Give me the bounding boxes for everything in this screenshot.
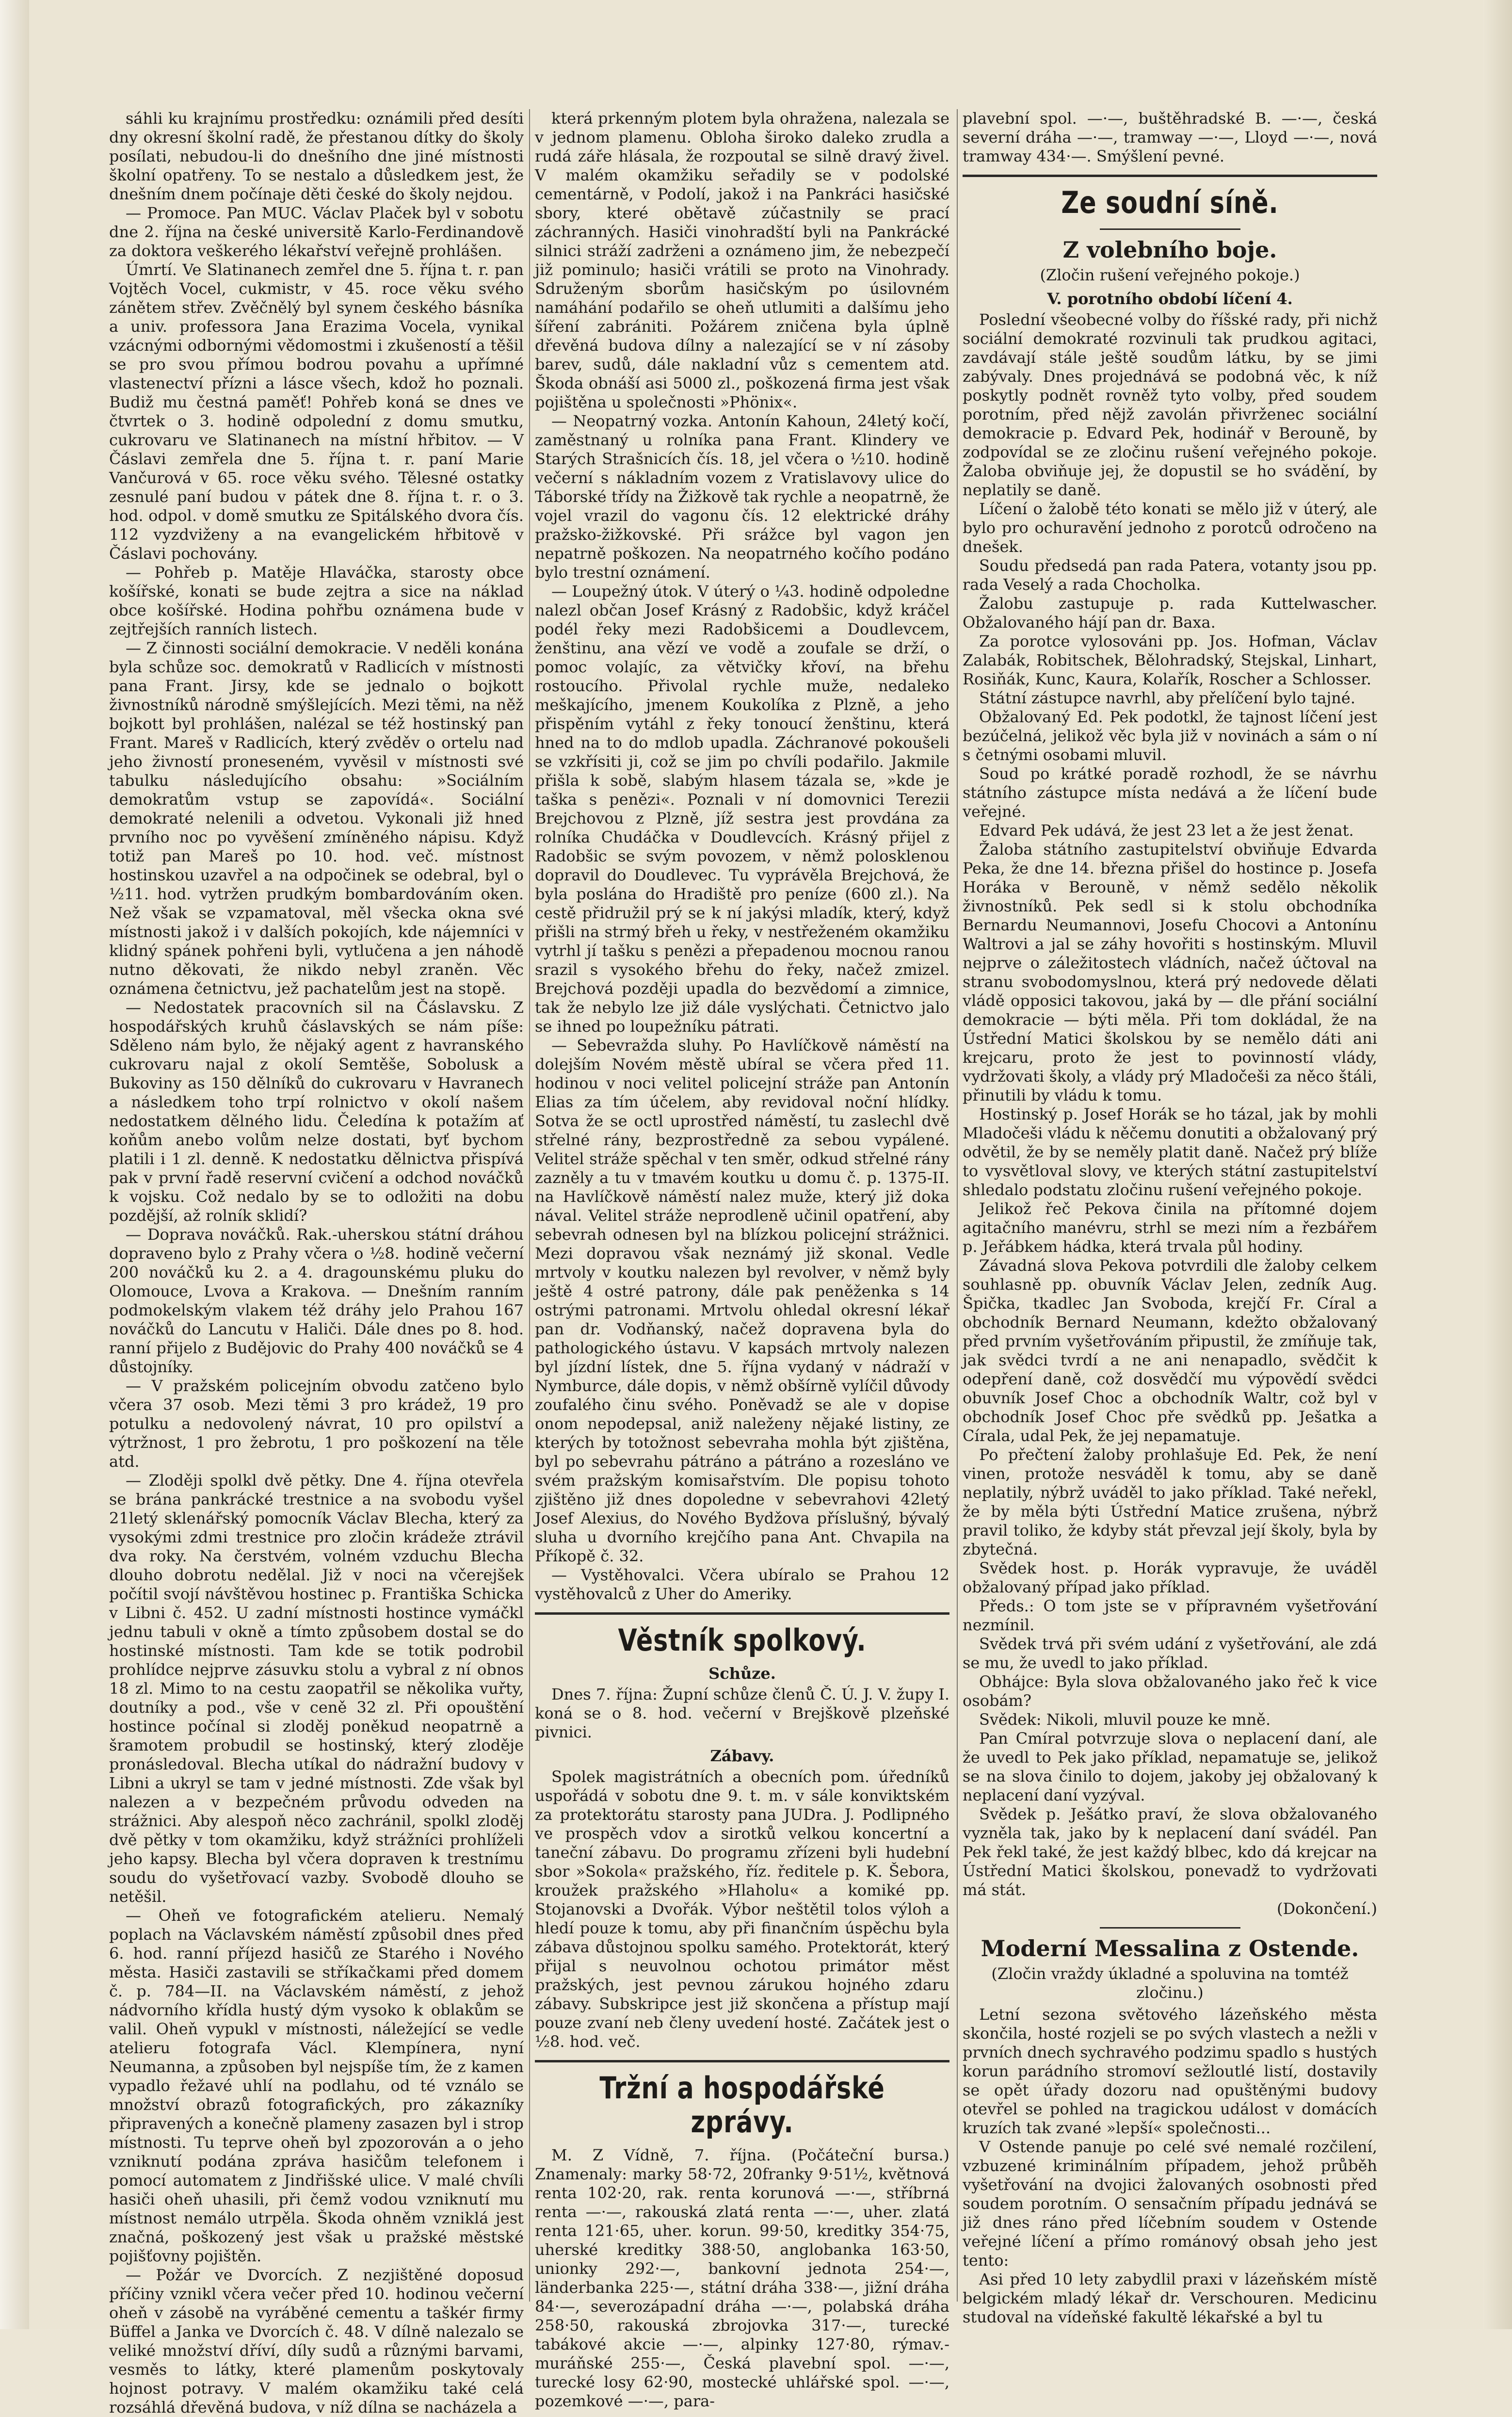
section-rule	[535, 2060, 949, 2062]
news-paragraph: — Loupežný útok. V úterý o ¼3. hodině odpoledne nalezl občan Josef Krásný z Radobšic, když kráčel podél řeky mezi Radobšicemi a Doudlevcem, ženštinu, ana vězí ve vodě a zoufale se drží, o pomoc volajíc, za větvičky křoví, na břehu rostoucího. Přivolal rychle muže, nedaleko meškajícího, jmenem Koukolíka z Plzně, a jeho přispěním vytáhl z řeky tonoucí ženštinu, která hned na to do mdlob upadla. Záchranové pokoušeli se vzkřísiti ji, což se jim po chvíli podařilo. Jakmile přišla k sobě, slabým hlasem tázala se, »kde je taška s penězi«. Poznali v ní domovnici Terezii Brejchovou z Plzně, jíž sestra jest provdána za rolníka Chudáčka v Doudlevcích. Krásný přijel z Radobšic se svým povozem, v němž polosklenou dopravil do Doudlevec. Tu vyprávěla Brejchová, že byla poslána do Hradiště pro peníze (600 zl.). Na cestě přidružil prý se k ní jakýsi mladík, který, když přišli na strmý břeh u řeky, v nestřeženém okamžiku vytrhl jí tašku s penězi a přepadenou mocnou ranou srazil s vysokého břehu do řeky, načež zmizel. Brejchová později upadla do bezvědomí a zimnice, tak že nebylo lze již dále vyslýchati. Četnictvo jalo se ihned po loupežníku pátrati.	[535, 582, 949, 1036]
news-paragraph: Svědek p. Ješátko praví, že slova obžalovaného vyzněla tak, jako by k neplacení daní svádél. Pan Pek řekl také, že jest každý blbec, kdo dá krejcar na Ústřední Matici školskou, ponevadž to vydržovati má stát.	[963, 1805, 1377, 1899]
news-paragraph: Státní zástupce navrhl, aby přelíčení bylo tajné.	[979, 689, 1356, 707]
news-paragraph: Žalobu zastupuje p. rada Kuttelwascher. Obžalovaného hájí pan dr. Baxa.	[963, 594, 1377, 632]
news-paragraph: Obžalovaný Ed. Pek podotkl, že tajnost líčení jest bezúčelná, jelikož věc byla již v novinách a sám o ní s četnými osobami mluvil.	[963, 708, 1377, 764]
news-paragraph: Spolek magistrátních a obecních pom. úředníků uspořádá v sobotu dne 9. t. m. v sále konviktském za protektorátu starosty pana JUDra. J. Podlipného ve prospěch vdov a sirotků velkou koncertní a taneční zábavu. Do programu zřízeni byli hudební sbor »Sokola« pražského, říz. ředitele p. K. Šebora, kroužek pražského »Hlaholu« a komiké pp. Stojanovski a Dvořák. Výbor neštětil tolos výloh a hledí pouze k tomu, aby při finančním úspěchu byla zábava důstojnou spolku samého. Protektorát, který přijal s neuvolnou ochotou primátor měst pražských, jest pevnou zárukou hojného zdaru zábavy. Subskripce jest již skončena a přístup mají pouze zvaní neb členy uvedení hosté. Začátek jest o ½8. hod. več.	[535, 1768, 949, 2051]
news-paragraph: Edvard Pek udává, že jest 23 let a že jest ženat.	[979, 821, 1354, 840]
section-heading: Ze soudní síně.	[1061, 185, 1279, 220]
news-paragraph: — Zloději spolkl dvě pětky. Dne 4. října otevřela se brána pankrácké trestnice a na svobodu vyšel 21letý sklenářský pomocník Václav Blecha, který za vysokými zdmi trestnice pro zločin krádeže ztrávil dva roky. Na čerstvém, volném vzduchu Blecha dlouho dobrotu nedělal. Již v noci na včerejšek počítil svojí návštěvou hostinec p. Františka Schicka v Libni č. 452. U zadní místnosti hostince vymáčkl jednu tabuli v okně a tímto způsobem dostal se do hostinské místnosti. Tam kde se totik podrobil prohlídce nejprve zásuvku stolu a vybral z ní obnos 18 zl. Mimo to na cestu zaopatřil se několika vuřty, doutníky a pod., vše v ceně 32 zl. Při opouštění hostince počínal si zloděj poněkud neopatrně a šramotem probudil se hostinský, který zloděje pronásledoval. Blecha utíkal do nádražní budovy v Libni a ukryl se tam v jedné místnosti. Zde však byl nalezen a v bezpečném průvodu odveden na strážnici. Aby alespoň něco zachránil, spolkl zloděj dvě pětky v tom okamžiku, když strážníci prohlíželi jeho kapsy. Blecha byl včera dopraven k trestnímu soudu do vyšetřovací vazby. Svobodě dlouho se netěšil.	[109, 1471, 524, 1906]
news-paragraph: plavební spol. —·—, buštěhradské B. —·—, česká severní dráha —·—, tramway —·—, Lloyd —·—, nová tramway 434·—. Smýšlení pevné.	[963, 109, 1377, 165]
news-paragraph: Svědek trvá při svém udání z vyšetřování, ale zdá se mu, že uvedl to jako příklad.	[963, 1635, 1377, 1672]
news-paragraph: Asi před 10 lety zabydlil praxi v lázeňském místě belgickém mladý lékař dr. Verschouren. Medicinu studoval na vídeňské fakultě lékařské a byl tu	[963, 2270, 1377, 2326]
section-heading: Věstník spolkový.	[618, 1622, 867, 1658]
article-title: Z volebního boje.	[1062, 237, 1277, 263]
section-rule	[963, 175, 1377, 177]
news-paragraph: V Ostende panuje po celé své nemalé rozčilení, vzbuzené kriminálním případem, jehož průběh vyšetřování na dvojici žalovaných osobnosti před soudem porotním. O sensačním případu jednává se již dnes ráno před líčebním soudem v Ostende veřejné líčení a přímo románový obsah jeho jest tento:	[963, 2138, 1377, 2270]
article-subtitle: (Zločin vraždy úkladné a spoluvina na tomtéž zločinu.)	[991, 1964, 1349, 2002]
article-subtitle: (Zločin rušení veřejného pokoje.)	[1040, 266, 1300, 284]
section-heading: Tržní a hospodářské zprávy.	[599, 2070, 885, 2140]
news-paragraph: Po přečtení žaloby prohlašuje Ed. Pek, že není vinen, protože nesváděl k tomu, aby se daně neplatily, nýbrž uváděl to jako příklad. Také neřekl, že by měla býti Ústřední Matice zrušena, nýbrž pravil toliko, že kdyby stát převzal její školy, byla by zbytečná.	[963, 1445, 1377, 1558]
news-paragraph: Líčení o žalobě této konati se mělo již v úterý, ale bylo pro ochuravění jednoho z porotců odročeno na dnešek.	[963, 500, 1377, 556]
subheading: V. porotního období líčení 4.	[1047, 290, 1293, 308]
news-paragraph: Svědek: Nikoli, mluvil pouze ke mně.	[979, 1710, 1271, 1729]
news-paragraph: Předs.: O tom jste se v přípravném vyšetřování nezmínil.	[963, 1597, 1377, 1634]
news-paragraph: — Neopatrný vozka. Antonín Kahoun, 24letý kočí, zaměstnaný u rolníka pana Frant. Klindery ve Starých Strašnicích čís. 18, jel včera o ½10. hodině večerní s nákladním vozem z Vratislavovy ulice do Táborské třídy na Žižkově tak rychle a neopatrně, že vojel vrazil do vagonu čís. 12 elektrické dráhy pražsko-žižkovské. Při srážce byl vagon jen nepatrně poškozen. Na neopatrného kočího podáno bylo trestní oznámení.	[535, 412, 949, 582]
news-paragraph: Obhájce: Byla slova obžalovaného jako řeč k vice osobám?	[963, 1672, 1377, 1710]
page-edge-right	[1483, 0, 1512, 2329]
news-paragraph: Jelikož řeč Pekova činila na přítomné dojem agitačního manévru, strhl se mezi ním a řezbářem p. Jeřábkem hádka, která trvala půl hodiny.	[963, 1200, 1377, 1256]
news-paragraph: — Požár ve Dvorcích. Z nezjištěné doposud příčiny vznikl včera večer před 10. hodinou večerní oheň v zásobě na vyráběné cementu a taškér firmy Büffel a Janka ve Dvorcích č. 48. V dílně nalezalo se veliké množství dříví, díly sudů a různými barvami, vesměs to látky, které plamenům poskytovaly hojnost potravy. V malém okamžiku také celá rozsáhlá dřevěná budova, v níž dílna se nacházela a	[109, 2266, 524, 2417]
news-paragraph: — Pohřeb p. Matěje Hlaváčka, starosty obce košířské, konati se bude zejtra a sice na náklad obce košířské. Hodina pohřbu oznámena bude v zejtřejších ranních listech.	[109, 563, 524, 638]
article-title: Moderní Messalina z Ostende.	[981, 1935, 1359, 1962]
news-paragraph: Pan Cmíral potvrzuje slova o neplacení daní, ale že uvedl to Pek jako příklad, nepamatuje se, jelikož se na slova činilo to dojem, jakoby jej obžalovaný k neplacení daní vyzýval.	[963, 1729, 1377, 1804]
news-paragraph: — Nedostatek pracovních sil na Čáslavsku. Z hospodářských kruhů čáslavských se nám píše: Sděleno nám bylo, že nějaký agent z havranského cukrovaru najal z okolí Semtěše, Sobolusk a Bukoviny as 150 dělníků do cukrovaru v Havranech a následkem toho trpí rolnictvo v okolí našem nedostatkem dělného lidu. Čeledína k potažím ať koňům anebo volům nelze dostati, byť bychom platili i 1 zl. denně. K nedostatku dělnictva přispívá pak v první řadě reservní cvičení a odchod nováčků k vojsku. Což nedalo by se to odložiti na dobu pozdější, až rolník sklidí?	[109, 998, 524, 1225]
news-paragraph: — Promoce. Pan MUC. Václav Plaček byl v sobotu dne 2. října na české universitě Karlo-Ferdinandově za doktora veškerého lékařství veřejně prohlášen.	[109, 204, 524, 260]
article-rule	[1100, 228, 1240, 230]
news-paragraph: Dnes 7. října: Župní schůze členů Č. Ú. J. V. župy I. koná se o 8. hod. večerní v Brejškově plzeňské pivnici.	[535, 1685, 949, 1741]
column-left	[109, 109, 524, 2417]
news-paragraph: Svědek host. p. Horák vypravuje, že uváděl obžalovaný případ jako příklad.	[963, 1559, 1377, 1596]
continuation-note: (Dokončení.)	[1276, 1899, 1377, 1918]
news-paragraph: Soud po krátké poradě rozhodl, že se návrhu státního zástupce místa nedává a že líčení bude veřejné.	[963, 764, 1377, 821]
section-rule	[535, 1612, 949, 1615]
page-edge-left	[0, 0, 29, 2329]
news-paragraph: — Oheň ve fotografickém atelieru. Nemalý poplach na Václavském náměstí způsobil dnes před 6. hod. ranní příjezd hasičů ze Starého i Nového města. Hasiči zastavili se stříkačkami před domem č. p. 784—II. na Václavském náměstí, z jehož nádvorního křídla hustý dým vysoko k oblakům se valil. Oheň vypukl v místnosti, náležející se vedle atelieru fotografa Václ. Klempínera, nyní Neumanna, a způsoben byl nejspíše tím, že z kamen vypadlo řežavé uhlí na podlahu, od té vználo se množství obrazů fotografických, pro zákazníky připravených a konečně plameny zasazen byl i strop místnosti. Tu teprve oheň byl zpozorován a o jeho vzniknutí podána zpráva hasičům telefonem i pomocí automatem z Jindřišské ulice. V malé chvíli hasiči oheň uhasili, při čemž vodou vzniknutí mu místnost nemálo utrpěla. Škoda ohněm vzniklá jest značná, poškozený jest však u pražské městské pojišťovny pojištěn.	[109, 1906, 524, 2265]
news-paragraph: — Doprava nováčků. Rak.-uherskou státní dráhou dopraveno bylo z Prahy včera o ½8. hodině večerní 200 nováčků ku 2. a 4. dragounskému pluku do Olomouce, Lvova a Krakova. — Dnešním ranním podmokelským vlakem též dráhy jelo Prahou 167 nováčků do Lancutu v Haliči. Dále dnes po 8. hod. ranní přijelo z Budějovic do Prahy 400 nováčků se 4 důstojníky.	[109, 1225, 524, 1376]
news-paragraph: Závadná slova Pekova potvrdili dle žaloby celkem souhlasně pp. obuvník Václav Jelen, zedník Aug. Špička, tkadlec Jan Svoboda, krejčí Fr. Círal a obchodník Bernard Neumann, kdežto obžalovaný před prvním vyšetřováním připustil, že zmíňuje tak, jak svědci tvrdí a ne ani nenapadlo, svědčit k odepření daně, což dosvědčí mu výpovědí svědci obuvník Josef Choc a obchodník Waltr, což byl v obchodník Josef Choc pře svědků pp. Ješatka a Círala, udal Pek, že jej nepamatuje.	[963, 1256, 1377, 1445]
news-paragraph: Za porotce vylosováni pp. Jos. Hofman, Václav Zalabák, Robitschek, Bělohradský, Stejskal, Linhart, Rosiňák, Kunc, Kaura, Kolařík, Roscher a Schlosser.	[963, 632, 1377, 688]
subheading: Zábavy.	[710, 1747, 774, 1765]
news-paragraph: Úmrtí. Ve Slatinanech zemřel dne 5. října t. r. pan Vojtěch Vocel, cukmistr, v 45. roce věku svého zánětem střev. Zvěčnělý byl synem českého básníka a univ. professora Jana Erazima Vocela, vynikal vzácnými odbornými vědomostmi i zkušeností a těšil se pro svou přímou bodrou povahu a upřímné vlastenectví přízni a lásce všech, kdož ho poznali. Budiž mu čestná paměť! Pohřeb koná se dnes ve čtvrtek o 3. hodině odpolední z domu smutku, cukrovaru ve Slatinanech na místní hřbitov. — V Čáslavi zemřela dne 5. října t. r. paní Marie Vančurová v 65. roce věku svého. Tělesné ostatky zesnulé paní budou v pátek dne 8. října t. r. o 3. hod. odpol. v domě smutku ze Spitálského dvora čís. 112 vyzdviženy a na evangelickém hřbitově v Čáslavi pochovány.	[109, 260, 524, 563]
column-rule	[529, 109, 530, 2302]
news-paragraph: — V pražském policejním obvodu zatčeno bylo včera 37 osob. Mezi těmi 3 pro krádež, 19 pro potulku a nedovolený návrat, 10 pro opilství a výtržnost, 1 pro žebrotu, 1 pro poškození na těle atd.	[109, 1377, 524, 1471]
news-paragraph: Letní sezona světového lázeňského města skončila, hosté rozjeli se po svých vlastech a nežli v prvních dnech sychravého podzimu spadlo s hustých korun parádního stromoví sežloutlé listí, dostavily se opět úřady dozoru nad opuštěnými budovy otevřel se pohled na tragickou událost v domácích kruzích tak zvané »lepší« společnosti...	[963, 2005, 1377, 2137]
news-paragraph: — Vystěhovalci. Včera ubíralo se Prahou 12 vystěhovalců z Uher do Ameriky.	[535, 1566, 949, 1603]
news-paragraph: Hostinský p. Josef Horák se ho tázal, jak by mohli Mladočeši vládu k něčemu donutiti a obžalovaný prý odvětil, že by se neměly platit daně. Načež prý blíže to vysvětloval slovy, ve kterých státní zastupitelství shledalo podstatu zločinu rušení veřejného pokoje.	[963, 1105, 1377, 1199]
news-paragraph: — Z činnosti sociální demokracie. V neděli konána byla schůze soc. demokratů v Radlicích v místnosti pana Frant. Jirsy, kde se jednalo o bojkott živnostníků národně smýšlejících. Mezi těmi, na něž bojkott byl prohlášen, nalézal se též hostinský pan Frant. Mareš v Radlicích, který zvěděv o ortelu nad jeho živností proneseném, vyvěsil v místnosti své tabulku následujícího obsahu: »Sociálním demokratům vstup se zapovídá«. Sociální demokraté nelenili a odvetou. Vykonali již hned prvního noc po vyvěšení zmíněného nápisu. Když totiž pan Mareš po 10. hod. več. místnost hostinskou uzavřel a na odpočinek se odebral, byl o ½11. hod. vytržen prudkým bombardováním oken. Než však se vzpamatoval, měl všecka okna své místnosti jakož i v dalších pokojích, kde nájemníci v klidný spánek pohřeni byli, vytlučena a jen náhodě nutno děkovati, že nikdo nebyl zraněn. Věc oznámena četnictvu, jež pachatelům jest na stopě.	[109, 639, 524, 998]
news-paragraph: sáhli ku krajnímu prostředku: oznámili před desíti dny okresní školní radě, že přestanou dítky do školy posílati, nebudou-li do dnešního dne jiné místnosti školní opatřeny. To se nestalo a důsledkem jest, že dnešním dnem počínaje děti české do školy nejdou.	[109, 109, 524, 203]
news-paragraph: Poslední všeobecné volby do říšské rady, při nichž sociální demokraté rozvinuli tak prudkou agitaci, zavdávají stále ještě soudům látku, by se jimi zabývaly. Dnes projednává se podobná věc, k níž poskytly podnět rovněž tyto volby, před soudem porotním, před nějž zavolán přivrženec sociální demokracie p. Edvard Pek, hodinář v Berouně, by zodpovídal se ze zločinu rušení veřejného pokoje. Žaloba obviňuje jej, že dopustil se ho svádění, by neplatily se daně.	[963, 310, 1377, 499]
news-paragraph: M. Z Vídně, 7. října. (Počáteční bursa.) Znamenaly: marky 58·72, 20franky 9·51½, květnová renta 102·20, rak. renta korunová —·—, stříbrná renta —·—, rakouská zlatá renta —·—, uher. zlatá renta 121·65, uher. korun. 99·50, kreditky 354·75, uherské kreditky 388·50, anglobanka 163·50, unionky 292·—, bankovní jednota 254·—, länderbanka 225·—, státní dráha 338·—, jižní dráha 84·—, severozápadní dráha —·—, polabská dráha 258·50, rakouská zbrojovka 317·—, turecké tabákové akcie —·—, alpinky 127·80, rýmav.-muráňské 255·—, Česká plavební spol. —·—, turecké losy 62·90, mostecké uhlářské spol. —·—, pozemkové —·—, para-	[535, 2146, 949, 2410]
news-paragraph: Žaloba státního zastupitelství obviňuje Edvarda Peka, že dne 14. března přišel do hostince p. Josefa Horáka v Berouně, v němž sedělo několik živnostníků. Pek sedl si k stolu obchodníka Bernardu Neumannovi, Josefu Chocovi a Antonínu Waltrovi a jal se záhy hovořiti s hostinským. Mluvil nejprve o záležitostech vládních, načež účtoval na stranu svobodomyslnou, která prý nedovede dělati vládě opposici takovou, jaká by — dle přání sociální demokracie — býti měla. Při tom dokládal, že na Ústřední Matici školskou by se nemělo dáti ani krejcaru, proto že jest to povinností vlády, vydržovati školy, a vlády prý Mladočeši za něco štáli, přinutili by vládu k tomu.	[963, 840, 1377, 1104]
column-middle	[535, 109, 949, 2410]
column-rule	[957, 109, 958, 2302]
news-paragraph: která prkenným plotem byla ohražena, nalezala se v jednom plamenu. Obloha široko daleko zrudla a rudá záře hlásala, že rozpoutal se silně dravý živel. V malém okamžiku seřadily se v podolské cementárně, v Podolí, jakož i na Pankráci hasičské sbory, které obětavě zúčastnily se prací záchranných. Hasiči vinohradští byli na Pankrácké silnici stráží zadrženi a oznámeno jim, že nebezpečí již pominulo; hasiči vrátili se proto na Vinohrady. Sdruženým sborům hasičským po úsilovném namáhání podařilo se oheň utlumiti a dalšímu jeho šíření zabrániti. Požárem zničena byla úplně dřevěná budova dílny a nalezající se v ní zásoby barev, sudů, dále nakladní vůz s cementem atd. Škoda obnáší asi 5000 zl., poškozená firma jest však pojištěna u společnosti »Phönix«.	[535, 109, 949, 411]
news-paragraph: — Sebevražda sluhy. Po Havlíčkově náměstí na dolejším Novém městě ubíral se včera před 11. hodinou v noci velitel policejní stráže pan Antonín Elias za tím účelem, aby revidoval noční hlídky. Sotva že se octl uprostřed náměstí, tu zaslechl dvě střelné rány, bezprostředně za sebou vypálené. Velitel stráže spěchal v ten směr, odkud střelné rány zazněly a tu v tmavém koutku u domu č. p. 1375-II. na Havlíčkově náměstí nalez muže, který již doka nával. Velitel stráže neprodleně učinil opatření, aby sebevrah odnesen byl na blízkou policejní strážnici. Mezi dopravou však neznámý již skonal. Vedle mrtvoly v koutku nalezen byl revolver, v němž byly ještě 4 ostré patrony, dále pak peněženka s 14 ostrými patronami. Mrtvolu ohledal okresní lékař pan dr. Vodňanský, načež dopravena byla do pathologického ústavu. V kapsách mrtvoly nalezen byl jízdní lístek, dne 5. října vydaný v nádraží v Nymburce, dále dopis, v němž obšírně vylíčil důvody zoufalého činu svého. Poněvadž se ale v dopise onom nepodepsal, aniž naleženy nějaké listiny, ze kterých by totožnost sebevraha mohla být zjištěna, byl po sebevrahu pátráno a pátráno a rozesláno ve svém pražským komisařstvím. Dle popisu tohoto zjištěno již dnes dopoledne v sebevrahovi 42letý Josef Alexius, do Nového Bydžova příslušný, bývalý sluha u dvorního krejčího pana Ant. Chvapila na Příkopě č. 32.	[535, 1036, 949, 1565]
subheading: Schůze.	[708, 1664, 776, 1683]
news-paragraph: Soudu předsedá pan rada Patera, votanty jsou pp. rada Veselý a rada Chocholka.	[963, 556, 1377, 594]
column-right	[963, 109, 1377, 2326]
article-rule	[1100, 1927, 1240, 1929]
